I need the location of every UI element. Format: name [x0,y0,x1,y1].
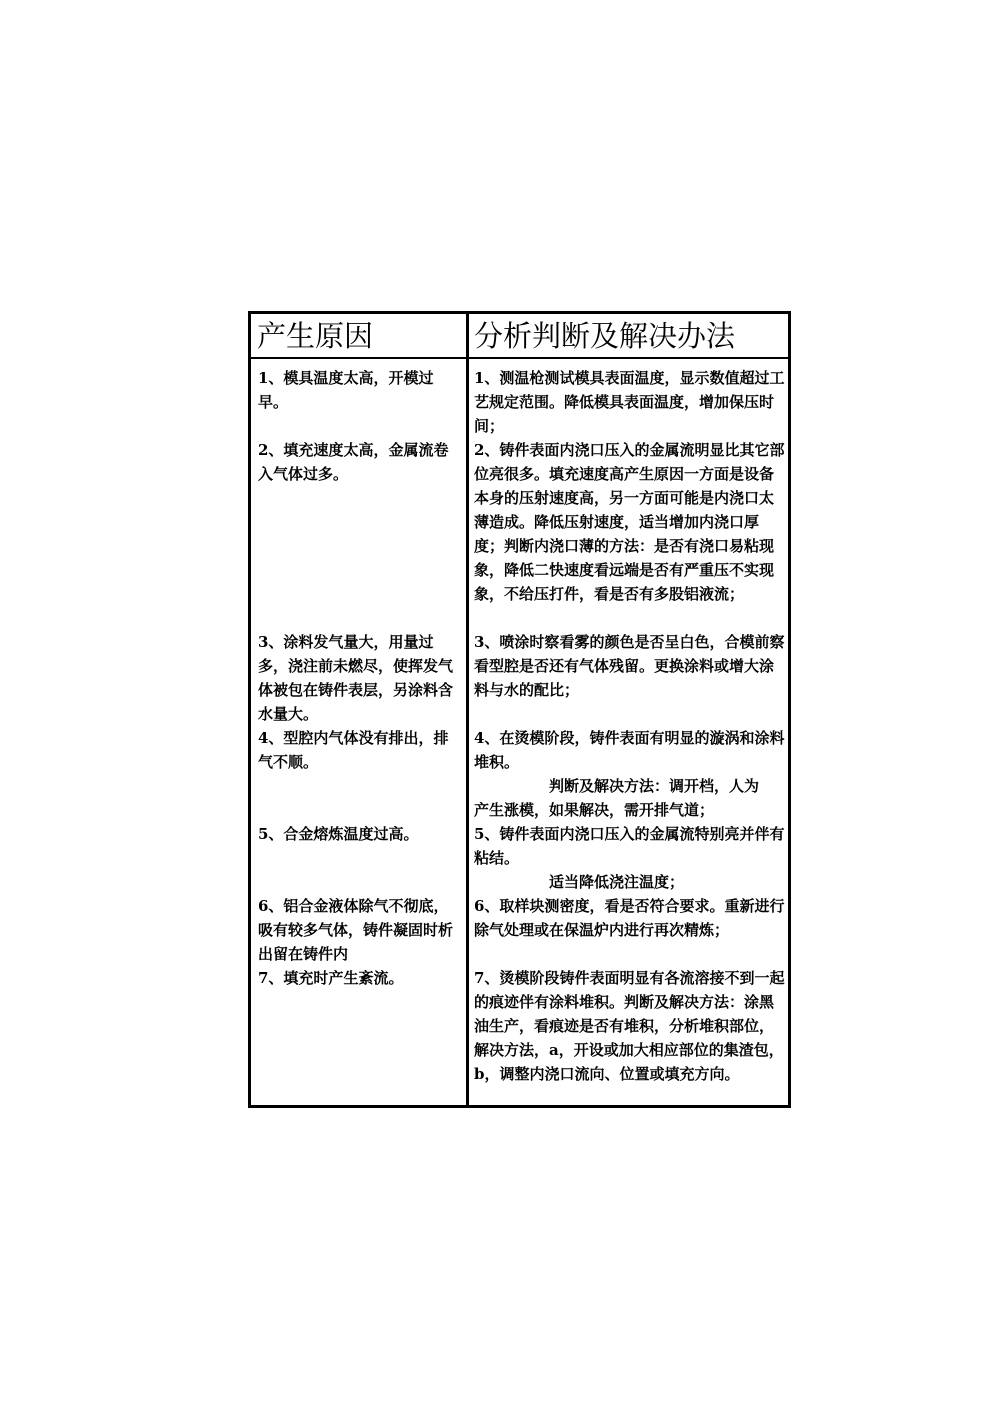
row-4-solution-method: 判断及解决方法：调开档，人为 [549,777,760,795]
row-7-cause: 7、填充时产生紊流。 [258,969,404,987]
row-4-solution-block [474,726,786,822]
row-1-cause: 1、模具温度太高，开模过早。 [258,369,434,411]
row-5-solution-block [474,822,786,894]
row-3-solution: 3、喷涂时察看雾的颜色是否呈白色，合模前察看型腔是否还有气体残留。更换涂料或增大涂料与水的配比； [474,633,785,699]
row-4-cause: 4、型腔内气体没有排出，排气不顺。 [258,729,449,771]
row-7-solution: 7、烫模阶段铸件表面明显有各流溶接不到一起的痕迹伴有涂料堆积。判断及解决方法：涂黑油生产，看痕迹是否有堆积，分析堆积部位，解决方法，a，开设或加大相应部位的集渣包，b，调整内浇口流向、位置或填充方向。 [474,969,785,1083]
row-6-solution: 6、取样块测密度，看是否符合要求。重新进行除气处理或在保温炉内进行再次精炼； [474,897,785,939]
header-cause: 产生原因 [257,319,374,353]
row-1-solution: 1、测温枪测试模具表面温度，显示数值超过工艺规定范围。降低模具表面温度，增加保压时间； [474,369,785,435]
row-5-cause: 5、合金熔炼温度过高。 [258,825,419,843]
row-4-solution: 4、在烫模阶段，铸件表面有明显的漩涡和涂料堆积。 [474,729,785,771]
defect-analysis-table [248,311,791,1108]
header-divider [251,357,788,359]
row-4-solution-method-cont: 产生涨模，如果解决，需开排气道； [474,801,715,819]
row-2-cause: 2、填充速度太高，金属流卷入气体过多。 [258,441,449,483]
row-3-cause: 3、涂料发气量大，用量过多，浇注前未燃尽，使挥发气体被包在铸件表层，另涂料含水量大。 [258,633,454,723]
row-2-solution: 2、铸件表面内浇口压入的金属流明显比其它部位亮很多。填充速度高产生原因一方面是设备本身的压射速度高，另一方面可能是内浇口太薄造成。降低压射速度，适当增加内浇口厚度；判断内浇口薄的方法：是否有浇口易粘现象，降低二快速度看远端是否有严重压不实现象，不给压打件，看是否有多股铝液流； [474,441,785,603]
row-6-cause: 6、铝合金液体除气不彻底，吸有较多气体，铸件凝固时析出留在铸件内 [258,897,454,963]
column-divider [466,314,469,1105]
row-5-solution: 5、铸件表面内浇口压入的金属流特别亮并伴有粘结。 [474,825,785,867]
row-5-solution-method: 适当降低浇注温度； [549,873,685,891]
header-solution: 分析判断及解决办法 [474,319,736,353]
